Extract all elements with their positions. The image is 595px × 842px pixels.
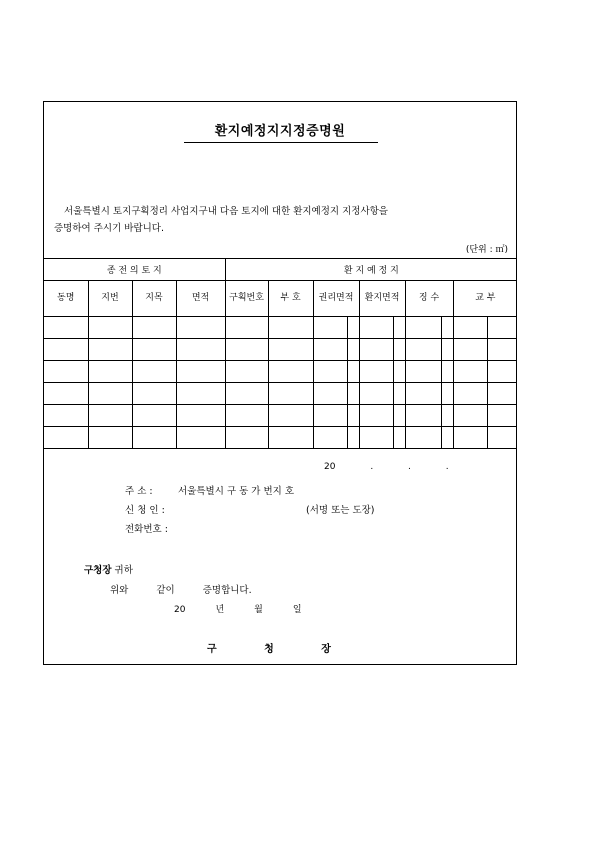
table-cell[interactable] bbox=[347, 427, 359, 449]
col-header-dong: 동명 bbox=[44, 281, 88, 317]
table-cell[interactable] bbox=[313, 427, 347, 449]
table-cell[interactable] bbox=[132, 405, 176, 427]
table-cell[interactable] bbox=[225, 427, 268, 449]
table-cell[interactable] bbox=[313, 361, 347, 383]
table-cell[interactable] bbox=[176, 383, 225, 405]
table-cell[interactable] bbox=[347, 317, 359, 339]
certification-text bbox=[110, 582, 280, 596]
table-cell[interactable] bbox=[453, 317, 487, 339]
certificate-form bbox=[43, 101, 517, 665]
table-cell[interactable] bbox=[176, 427, 225, 449]
intro-text bbox=[54, 203, 504, 237]
table-cell[interactable] bbox=[453, 361, 487, 383]
table-cell[interactable] bbox=[359, 427, 393, 449]
table-cell[interactable] bbox=[441, 317, 453, 339]
table-cell[interactable] bbox=[347, 339, 359, 361]
addressee bbox=[84, 562, 133, 576]
applicant-row bbox=[125, 502, 375, 516]
issue-date-month-unit: 월 bbox=[254, 605, 263, 615]
intro-line-2: 증명하여 주시기 바랍니다. bbox=[54, 223, 165, 234]
table-cell[interactable] bbox=[405, 339, 441, 361]
address-row bbox=[125, 483, 294, 497]
land-table bbox=[44, 258, 517, 449]
table-cell[interactable] bbox=[225, 317, 268, 339]
col-header-code: 부 호 bbox=[268, 281, 313, 317]
col-header-collect: 징 수 bbox=[405, 281, 453, 317]
table-cell[interactable] bbox=[225, 339, 268, 361]
table-cell[interactable] bbox=[44, 427, 88, 449]
addressee-title: 구청장 bbox=[84, 565, 112, 576]
table-cell[interactable] bbox=[268, 339, 313, 361]
form-title: 환지예정지지정증명원 bbox=[214, 124, 346, 139]
table-cell[interactable] bbox=[88, 339, 132, 361]
cert-word-2: 같이 bbox=[156, 585, 175, 596]
phone-label: 전화번호 : bbox=[125, 524, 168, 535]
table-row bbox=[44, 427, 517, 449]
table-cell[interactable] bbox=[132, 427, 176, 449]
table-cell[interactable] bbox=[453, 427, 487, 449]
applicant-note: (서명 또는 도장) bbox=[306, 505, 375, 516]
table-row bbox=[44, 405, 517, 427]
issue-date-year-prefix: 20 bbox=[174, 605, 186, 615]
table-cell[interactable] bbox=[441, 383, 453, 405]
table-row bbox=[44, 361, 517, 383]
table-cell[interactable] bbox=[359, 361, 393, 383]
issue-date bbox=[174, 602, 332, 615]
addressee-honorific: 귀하 bbox=[111, 565, 133, 576]
table-cell[interactable] bbox=[441, 427, 453, 449]
col-header-block-no: 구획번호 bbox=[225, 281, 268, 317]
table-cell[interactable] bbox=[313, 317, 347, 339]
cert-word-1: 위와 bbox=[110, 585, 129, 596]
table-cell[interactable] bbox=[359, 339, 393, 361]
table-cell[interactable] bbox=[176, 339, 225, 361]
phone-row bbox=[125, 521, 178, 535]
address-label: 주 소 : bbox=[125, 486, 153, 497]
table-cell[interactable] bbox=[393, 383, 405, 405]
table-cell[interactable] bbox=[453, 339, 487, 361]
table-cell[interactable] bbox=[393, 427, 405, 449]
table-cell[interactable] bbox=[268, 361, 313, 383]
table-cell[interactable] bbox=[487, 317, 517, 339]
table-cell[interactable] bbox=[268, 427, 313, 449]
table-cell[interactable] bbox=[487, 361, 517, 383]
table-cell[interactable] bbox=[441, 339, 453, 361]
col-header-right-area: 권리면적 bbox=[313, 281, 359, 317]
table-cell[interactable] bbox=[132, 361, 176, 383]
table-row bbox=[44, 383, 517, 405]
table-cell[interactable] bbox=[359, 405, 393, 427]
title-underline bbox=[184, 142, 378, 143]
table-cell[interactable] bbox=[347, 361, 359, 383]
table-cell[interactable] bbox=[88, 405, 132, 427]
table-cell[interactable] bbox=[268, 405, 313, 427]
table-cell[interactable] bbox=[176, 361, 225, 383]
col-header-grant: 교 부 bbox=[453, 281, 517, 317]
table-cell[interactable] bbox=[44, 339, 88, 361]
table-cell[interactable] bbox=[132, 339, 176, 361]
table-row bbox=[44, 339, 517, 361]
issue-date-day-unit: 일 bbox=[292, 605, 302, 615]
header-replot-land: 환 지 예 정 지 bbox=[225, 259, 517, 281]
table-cell[interactable] bbox=[313, 405, 347, 427]
table-cell[interactable] bbox=[88, 317, 132, 339]
table-cell[interactable] bbox=[88, 427, 132, 449]
table-cell[interactable] bbox=[347, 383, 359, 405]
table-cell[interactable] bbox=[487, 383, 517, 405]
table-cell[interactable] bbox=[268, 383, 313, 405]
table-cell[interactable] bbox=[225, 405, 268, 427]
table-cell[interactable] bbox=[405, 383, 441, 405]
table-cell[interactable] bbox=[393, 339, 405, 361]
table-cell[interactable] bbox=[347, 405, 359, 427]
unit-label: (단위 : ㎡) bbox=[465, 245, 508, 255]
table-cell[interactable] bbox=[405, 405, 441, 427]
col-header-area: 면적 bbox=[176, 281, 225, 317]
table-row bbox=[44, 317, 517, 339]
table-cell[interactable] bbox=[44, 361, 88, 383]
table-cell[interactable] bbox=[393, 405, 405, 427]
col-header-jibeon: 지번 bbox=[88, 281, 132, 317]
table-cell[interactable] bbox=[268, 317, 313, 339]
table-cell[interactable] bbox=[393, 361, 405, 383]
col-header-jimok: 지목 bbox=[132, 281, 176, 317]
table-cell[interactable] bbox=[359, 317, 393, 339]
table-cell[interactable] bbox=[405, 317, 441, 339]
table-cell[interactable] bbox=[487, 427, 517, 449]
table-cell[interactable] bbox=[405, 427, 441, 449]
table-cell[interactable] bbox=[359, 383, 393, 405]
date-line: 20 . . . bbox=[324, 462, 449, 472]
header-prior-land: 종 전 의 토 지 bbox=[44, 259, 225, 281]
table-cell[interactable] bbox=[225, 361, 268, 383]
table-cell[interactable] bbox=[441, 405, 453, 427]
table-cell[interactable] bbox=[453, 383, 487, 405]
table-cell[interactable] bbox=[132, 317, 176, 339]
table-cell[interactable] bbox=[176, 405, 225, 427]
table-cell[interactable] bbox=[132, 383, 176, 405]
table-cell[interactable] bbox=[176, 317, 225, 339]
col-header-replot-area: 환지면적 bbox=[359, 281, 405, 317]
intro-line-1: 서울특별시 토지구획정리 사업지구내 다음 토지에 대한 환지예정지 지정사항을 bbox=[64, 206, 388, 217]
table-cell[interactable] bbox=[44, 383, 88, 405]
table-cell[interactable] bbox=[88, 383, 132, 405]
signer: 구 청 장 bbox=[207, 644, 353, 655]
table-cell[interactable] bbox=[441, 361, 453, 383]
table-cell[interactable] bbox=[44, 317, 88, 339]
table-cell[interactable] bbox=[44, 405, 88, 427]
table-cell[interactable] bbox=[88, 361, 132, 383]
address-value: 서울특별시 구 동 가 번지 호 bbox=[178, 486, 295, 497]
table-cell[interactable] bbox=[393, 317, 405, 339]
table-cell[interactable] bbox=[313, 383, 347, 405]
applicant-label: 신 청 인 : bbox=[125, 505, 165, 516]
table-cell[interactable] bbox=[487, 405, 517, 427]
issue-date-year-unit: 년 bbox=[215, 605, 225, 615]
table-cell[interactable] bbox=[225, 383, 268, 405]
cert-word-3: 증명합니다. bbox=[202, 585, 252, 596]
table-cell[interactable] bbox=[487, 339, 517, 361]
table-cell[interactable] bbox=[453, 405, 487, 427]
table-cell[interactable] bbox=[405, 361, 441, 383]
table-cell[interactable] bbox=[313, 339, 347, 361]
